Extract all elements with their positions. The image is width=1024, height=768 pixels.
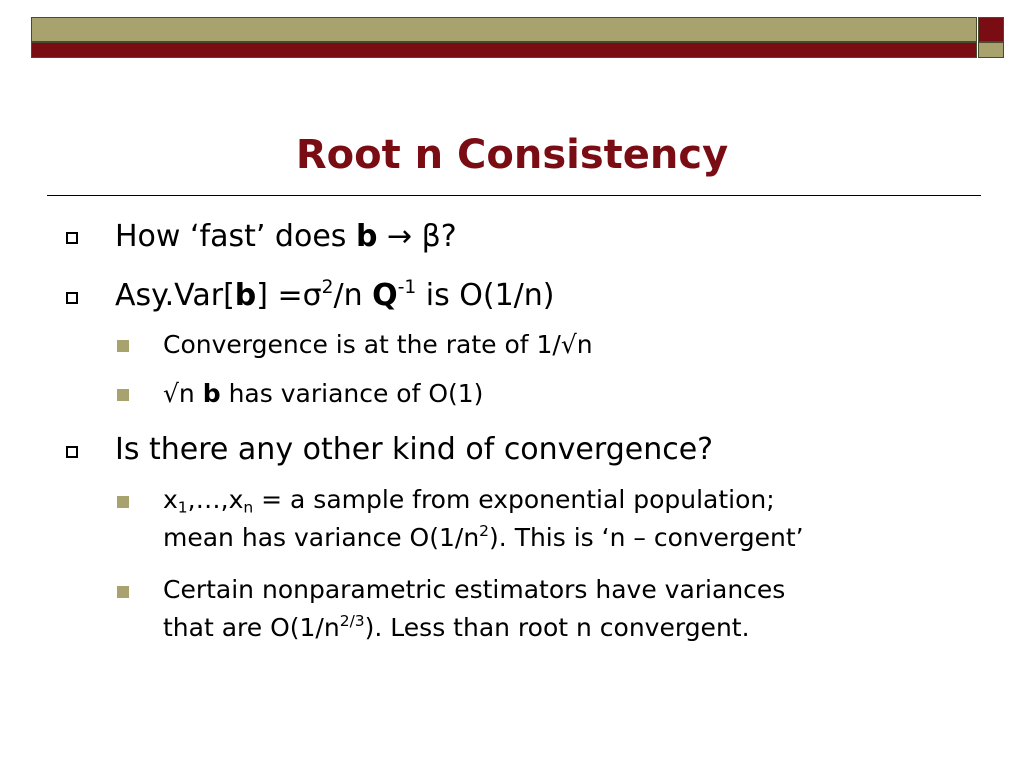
bullet-hollow-square-icon [66,446,78,458]
title-divider [47,195,981,196]
sub-bullet-item-4: Certain nonparametric estimators have variances that are $O(1/n^{2/3})$. Less than root n convergent. [163,575,786,642]
bullet-hollow-square-icon [66,292,78,304]
bullet-filled-square-icon [117,496,129,508]
bullet-filled-square-icon [117,340,129,352]
sub-bullet-item-3: $x_1,\dots,x_n = a$ sample from exponential population; mean has variance $O(1/n^2)$. This is ‘n – convergent’ [163,485,804,552]
bullet-item-1: How ‘fast’ does b → β? [115,219,457,254]
header-square-olive [978,42,1004,58]
header-bar-olive [31,17,977,42]
bullet-item-2: $Asy.Var[b] =\sigma^2/n$ $Q^{-1}$ is O(1/n) [115,276,555,313]
bullet-filled-square-icon [117,389,129,401]
sub-bullet-item-1: Convergence is at the rate of 1/√n [163,330,593,359]
bullet-hollow-square-icon [66,232,78,244]
sub-bullet-item-2: √n b has variance of O(1) [163,379,484,408]
bullet-item-3: Is there any other kind of convergence? [115,432,714,467]
slide-title: Root n Consistency [295,132,729,178]
header-bar-maroon [31,42,977,58]
bullet-filled-square-icon [117,586,129,598]
header-square-maroon [978,17,1004,42]
